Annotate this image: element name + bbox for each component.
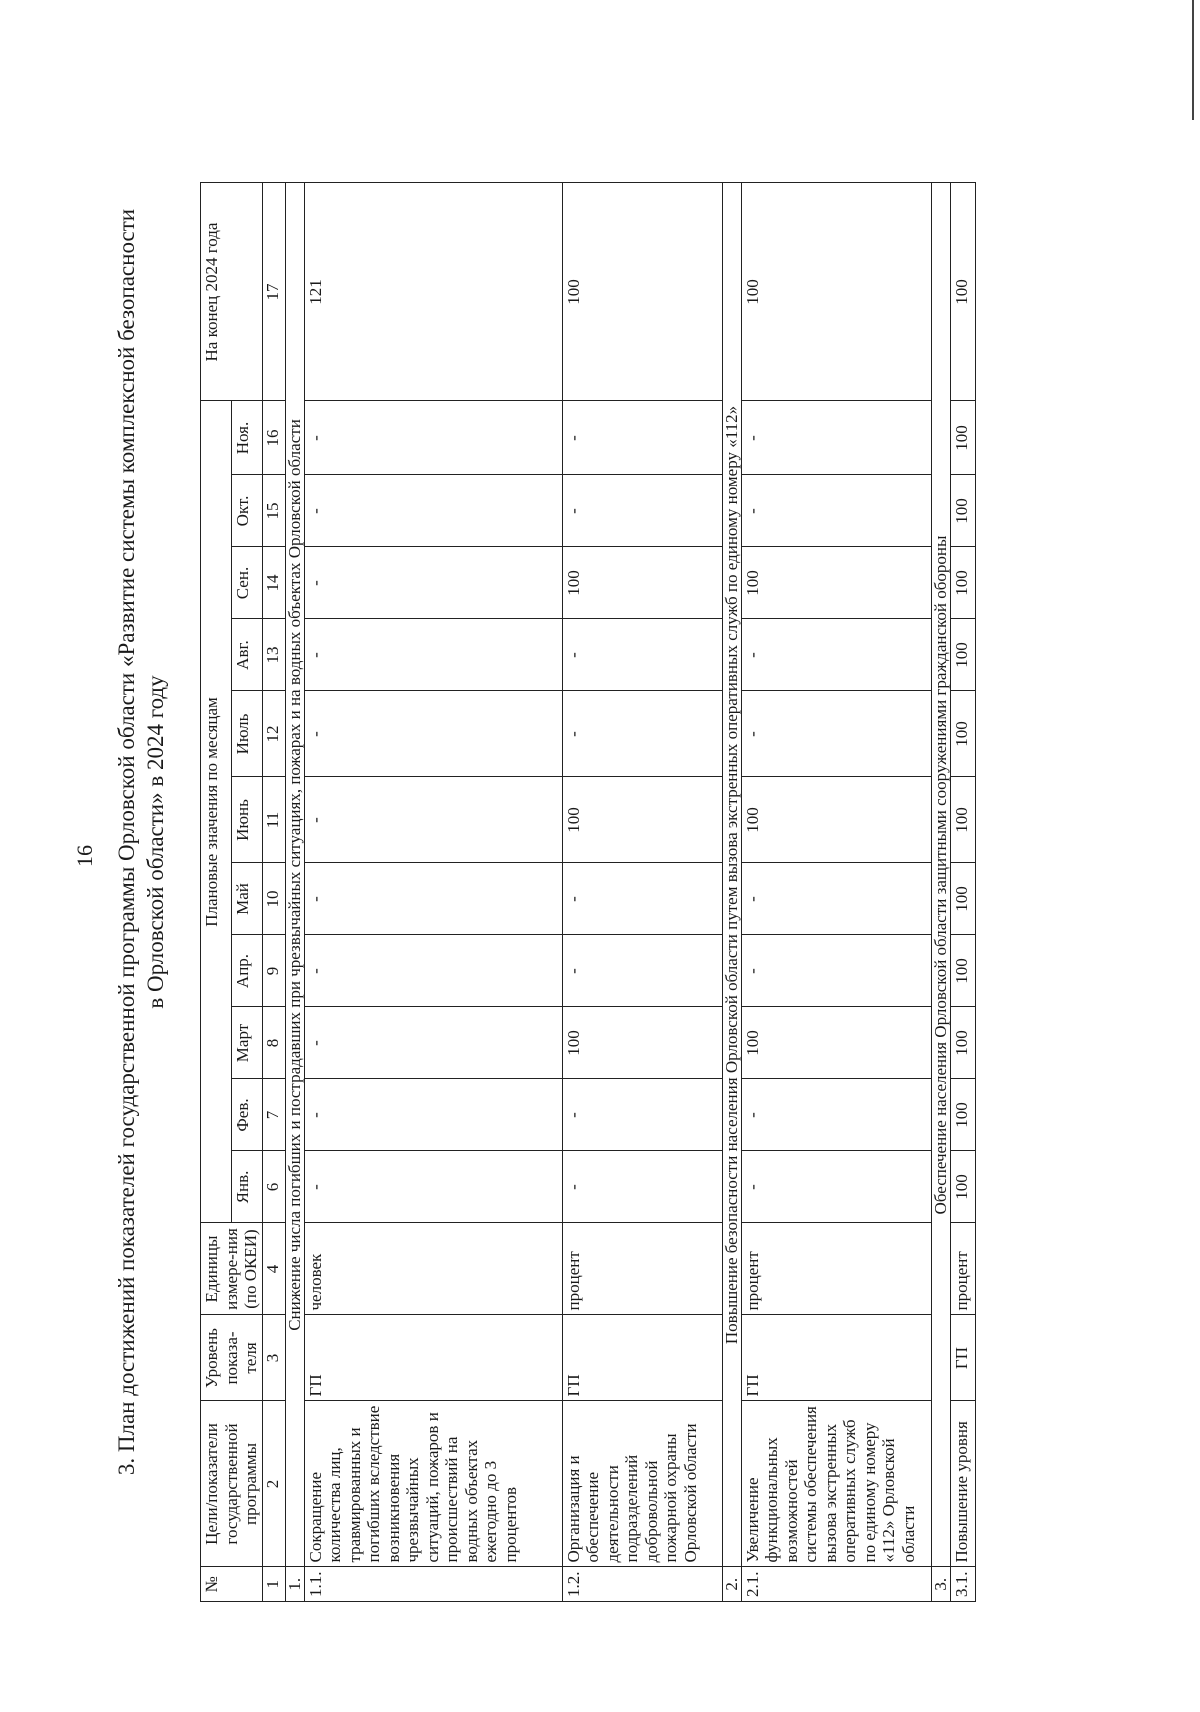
section-num: 2. <box>722 1567 741 1602</box>
header-month: Окт. <box>231 475 262 547</box>
page-number: 16 <box>72 845 97 867</box>
title-line-2: в Орловской области» в 2024 году <box>143 675 168 1009</box>
table-row <box>562 183 722 1602</box>
header-month: Июль <box>231 691 262 777</box>
row-unit: процент <box>741 1223 931 1315</box>
month-value: - <box>304 619 562 691</box>
section-row <box>722 183 741 1602</box>
row-level: ГП <box>562 1315 722 1401</box>
column-number: 6 <box>262 1151 285 1223</box>
month-value: 100 <box>741 547 931 619</box>
header-level: Уровень показа-теля <box>201 1315 263 1401</box>
month-value: 100 <box>950 935 975 1007</box>
header-goal: Цели/показатели государственной программы <box>201 1401 263 1567</box>
column-number: 4 <box>262 1223 285 1315</box>
month-value: 100 <box>562 1007 722 1079</box>
month-value: - <box>304 691 562 777</box>
end-year-value: 100 <box>950 183 975 401</box>
month-value: - <box>562 691 722 777</box>
title-line-1: 3. План достижений показателей государственной программы Орловской области «Развитие системы комплексной безопасности <box>114 208 139 1476</box>
month-value: - <box>304 935 562 1007</box>
header-month: Сен. <box>231 547 262 619</box>
column-number: 11 <box>262 777 285 863</box>
month-value: - <box>741 475 931 547</box>
month-value: 100 <box>562 777 722 863</box>
section-num: 3. <box>931 1567 950 1602</box>
month-value: - <box>562 475 722 547</box>
end-year-value: 100 <box>741 183 931 401</box>
month-value: - <box>304 1007 562 1079</box>
header-row-1 <box>201 183 232 1602</box>
month-value: 100 <box>950 401 975 475</box>
header-month: Авг. <box>231 619 262 691</box>
header-end-year: На конец 2024 года <box>201 183 263 401</box>
section-num: 1. <box>285 1567 304 1602</box>
month-value: 100 <box>950 691 975 777</box>
month-value: 100 <box>741 1007 931 1079</box>
month-value: - <box>304 1151 562 1223</box>
month-value: - <box>562 863 722 935</box>
row-unit: процент <box>950 1223 975 1315</box>
row-num: 3.1. <box>950 1567 975 1602</box>
section-title: Повышение безопасности населения Орловской области путем вызова экстренных оперативных служб по единому номеру «112» <box>722 183 741 1567</box>
month-value: 100 <box>950 475 975 547</box>
month-value: 100 <box>950 1079 975 1151</box>
table-row <box>950 183 975 1602</box>
row-num: 1.1. <box>304 1567 562 1602</box>
month-value: 100 <box>950 863 975 935</box>
column-number: 1 <box>262 1567 285 1602</box>
column-number: 8 <box>262 1007 285 1079</box>
column-number: 16 <box>262 401 285 475</box>
section-row <box>285 183 304 1602</box>
section-title: Снижение числа погибших и пострадавших при чрезвычайных ситуациях, пожарах и на водных объектах Орловской области <box>285 183 304 1567</box>
month-value: - <box>562 1079 722 1151</box>
row-name: Увеличение функциональных возможностей системы обеспечения вызова экстренных оперативных служб по единому номеру «112» Орловской области <box>741 1401 931 1567</box>
table-row <box>741 183 931 1602</box>
month-value: 100 <box>741 777 931 863</box>
row-level: ГП <box>304 1315 562 1401</box>
row-name: Повышение уровня <box>950 1401 975 1567</box>
month-value: - <box>741 935 931 1007</box>
column-number: 17 <box>262 183 285 401</box>
column-number: 9 <box>262 935 285 1007</box>
end-year-value: 100 <box>562 183 722 401</box>
month-value: - <box>304 1079 562 1151</box>
month-value: - <box>741 863 931 935</box>
column-number: 14 <box>262 547 285 619</box>
month-value: - <box>562 1151 722 1223</box>
month-value: - <box>304 777 562 863</box>
month-value: - <box>562 619 722 691</box>
month-value: - <box>304 475 562 547</box>
row-num: 2.1. <box>741 1567 931 1602</box>
end-year-value: 121 <box>304 183 562 401</box>
header-unit: Единицы измере-ния (по ОКЕИ) <box>201 1223 263 1315</box>
month-value: - <box>304 863 562 935</box>
row-unit: процент <box>562 1223 722 1315</box>
header-planned: Плановые значения по месяцам <box>201 401 232 1223</box>
month-value: 100 <box>562 547 722 619</box>
month-value: - <box>741 619 931 691</box>
row-level: ГП <box>950 1315 975 1401</box>
row-level: ГП <box>741 1315 931 1401</box>
document-title <box>112 122 170 1562</box>
row-name: Сокращение количества лиц, травмированных и погибших вследствие возникновения чрезвычайных ситуаций, пожаров и происшествий на водных объектах ежегодно до 3 процентов <box>304 1401 562 1567</box>
column-number: 12 <box>262 691 285 777</box>
month-value: 100 <box>950 547 975 619</box>
month-value: - <box>304 401 562 475</box>
month-value: - <box>741 1151 931 1223</box>
month-value: - <box>562 401 722 475</box>
header-month: Июнь <box>231 777 262 863</box>
column-number: 3 <box>262 1315 285 1401</box>
header-month: Фев. <box>231 1079 262 1151</box>
header-month: Апр. <box>231 935 262 1007</box>
column-number: 13 <box>262 619 285 691</box>
header-month: Ноя. <box>231 401 262 475</box>
month-value: - <box>562 935 722 1007</box>
month-value: 100 <box>950 619 975 691</box>
header-month: Май <box>231 863 262 935</box>
month-value: - <box>741 691 931 777</box>
month-value: - <box>304 547 562 619</box>
row-unit: человек <box>304 1223 562 1315</box>
column-number: 10 <box>262 863 285 935</box>
month-value: 100 <box>950 777 975 863</box>
table-row <box>304 183 562 1602</box>
header-num: № <box>201 1567 263 1602</box>
section-title: Обеспечение населения Орловской области защитными сооружениями гражданской обороны <box>931 183 950 1567</box>
month-value: 100 <box>950 1007 975 1079</box>
row-name: Организация и обеспечение деятельности подразделений добровольной пожарной охраны Орловской области <box>562 1401 722 1567</box>
column-number: 2 <box>262 1401 285 1567</box>
column-number: 7 <box>262 1079 285 1151</box>
row-num: 1.2. <box>562 1567 722 1602</box>
indicators-table <box>200 183 976 1603</box>
section-row <box>931 183 950 1602</box>
month-value: 100 <box>950 1151 975 1223</box>
month-value: - <box>741 401 931 475</box>
column-number: 15 <box>262 475 285 547</box>
header-month: Янв. <box>231 1151 262 1223</box>
month-value: - <box>741 1079 931 1151</box>
column-numbers-row <box>262 183 285 1602</box>
header-month: Март <box>231 1007 262 1079</box>
